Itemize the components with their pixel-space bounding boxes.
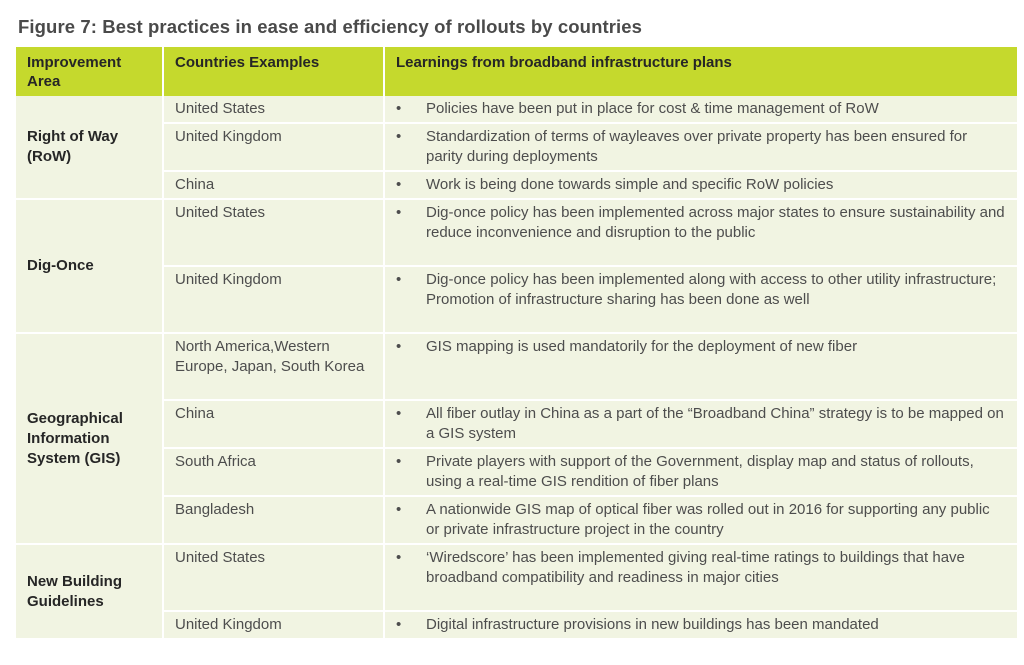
learning-cell [384,448,1017,496]
country-cell: United States [163,544,384,611]
bullet-icon: • [396,501,402,518]
learning-text: All fiber outlay in China as a part of the “Broadband China” strategy is to be mapped on a GIS system [426,405,1004,442]
country-cell: China [163,400,384,448]
learning-cell [384,199,1017,266]
bullet-icon: • [396,453,402,470]
table-row [16,544,1017,611]
improvement-area-cell: New Building Guidelines [16,544,163,639]
country-cell: South Africa [163,448,384,496]
learning-cell [384,611,1017,639]
learning-text: Digital infrastructure provisions in new buildings has been mandated [426,616,879,633]
table-row [16,96,1017,123]
bullet-icon: • [396,405,402,422]
bullet-icon: • [396,616,402,633]
learning-cell [384,496,1017,544]
learning-cell [384,544,1017,611]
bullet-icon: • [396,100,402,117]
learning-text: A nationwide GIS map of optical fiber was rolled out in 2016 for supporting any public or private infrastructure project in the country [426,501,990,538]
table-body [16,96,1017,639]
improvement-area-cell: Geographical Information System (GIS) [16,333,163,544]
learning-text: Dig-once policy has been implemented along with access to other utility infrastructure; Promotion of infrastructure sharing has been done as well [426,271,997,308]
learning-text: Work is being done towards simple and specific RoW policies [426,176,834,193]
learning-cell [384,123,1017,171]
country-cell: North America,Western Europe, Japan, South Korea [163,333,384,400]
learning-text: Policies have been put in place for cost & time management of RoW [426,100,879,117]
country-cell: China [163,171,384,199]
table-row [16,400,1017,448]
header-row [16,47,1017,96]
learning-text: ‘Wiredscore’ has been implemented giving real-time ratings to buildings that have broadband compatibility and readiness in major cities [426,549,965,586]
bullet-icon: • [396,338,402,355]
table-row [16,448,1017,496]
figure-title: Figure 7: Best practices in ease and efficiency of rollouts by countries [18,16,643,37]
learning-cell [384,171,1017,199]
learning-cell [384,96,1017,123]
table-row [16,266,1017,333]
table-row [16,333,1017,400]
header-countries-examples: Countries Examples [163,47,384,96]
table-header [16,47,1017,96]
bullet-icon: • [396,204,402,221]
country-cell: United States [163,96,384,123]
country-cell: Bangladesh [163,496,384,544]
table-row [16,611,1017,639]
bullet-icon: • [396,128,402,145]
country-cell: United Kingdom [163,123,384,171]
table-row [16,123,1017,171]
learning-cell [384,333,1017,400]
learning-text: Dig-once policy has been implemented across major states to ensure sustainability and reduce inconvenience and disruption to the public [426,204,1005,241]
bullet-icon: • [396,176,402,193]
learning-text: GIS mapping is used mandatorily for the deployment of new fiber [426,338,858,355]
table-row [16,199,1017,266]
table-row [16,496,1017,544]
bullet-icon: • [396,549,402,566]
improvement-area-cell: Dig-Once [16,199,163,333]
learning-text: Private players with support of the Government, display map and status of rollouts, using a real-time GIS rendition of fiber plans [426,453,974,490]
country-cell: United Kingdom [163,611,384,639]
header-learnings: Learnings from broadband infrastructure plans [384,47,1017,96]
improvement-area-cell: Right of Way (RoW) [16,96,163,199]
best-practices-table [16,47,1017,640]
header-improvement-area: Improvement Area [16,47,163,96]
learning-cell [384,266,1017,333]
learning-cell [384,400,1017,448]
learning-text: Standardization of terms of wayleaves over private property has been ensured for parity during deployments [426,128,968,165]
table-row [16,171,1017,199]
country-cell: United Kingdom [163,266,384,333]
bullet-icon: • [396,271,402,288]
country-cell: United States [163,199,384,266]
